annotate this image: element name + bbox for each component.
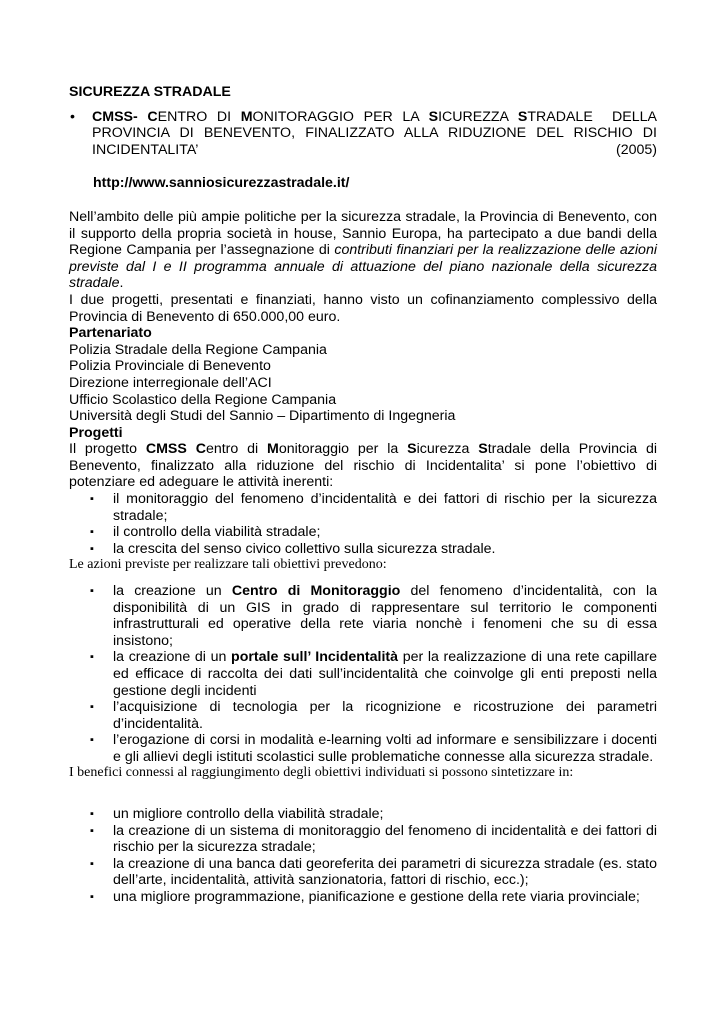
square-bullet-icon: ▪ — [90, 493, 94, 506]
square-bullet-icon: ▪ — [90, 890, 94, 903]
actions-intro: Le azioni previste per realizzare tali obiettivi prevedono: — [69, 557, 387, 573]
bullet-icon: • — [70, 108, 75, 125]
benefits-list — [69, 806, 657, 906]
list-item: ▪ la creazione di un sistema di monitoraggio del fenomeno di incidentalità e dei fattori di rischio per la sicurezza stradale; — [90, 822, 657, 856]
partner-item: Università degli Studi del Sannio – Dipartimento di Ingegneria — [69, 408, 456, 425]
project-heading — [69, 109, 657, 159]
project-year: (2005) — [615, 141, 657, 158]
partner-item: Polizia Stradale della Regione Campania — [69, 341, 327, 358]
square-bullet-icon: ▪ — [90, 734, 94, 747]
projects-heading: Progetti — [69, 424, 123, 441]
list-item: ▪ la creazione un Centro di Monitoraggio del fenomeno d’incidentalità, con la disponibilità di un GIS in grado di rappresentare sul territorio le componenti infrastrutturali ed operative della rete viaria nonchè i fenomeni che su di essa insistono; — [90, 582, 657, 649]
project-title-line3 — [92, 142, 657, 159]
benefits-intro: I benefici connessi al raggiungimento degli obiettivi individuati si possono sintetizzare in: — [69, 765, 574, 781]
square-bullet-icon: ▪ — [90, 857, 94, 870]
document-page — [69, 84, 657, 906]
list-item: ▪ la crescita del senso civico collettivo sulla sicurezza stradale. — [90, 540, 496, 557]
goals-list — [69, 491, 657, 557]
square-bullet-icon: ▪ — [90, 807, 94, 820]
intro-italic-text: contributi finanziari per la realizzazione delle azioni previste dal I e II programma annuale di attuazione del piano nazionale della sicurezza stradale — [69, 242, 657, 292]
actions-list — [69, 583, 657, 766]
partnership-heading: Partenariato — [69, 325, 152, 342]
list-item: ▪ la creazione di un portale sull’ Incidentalità per la realizzazione di una rete capillare ed efficace di raccolta dei dati sull’incidentalità che coinvolge gli enti preposti nella gestione degli incidenti — [90, 649, 657, 699]
project-title-line2: PROVINCIA DI BENEVENTO, FINALIZZATO ALLA RIDUZIONE DEL RISCHIO DI — [92, 125, 657, 142]
partner-item: Polizia Provinciale di Benevento — [69, 358, 271, 375]
list-item: ▪ la creazione di una banca dati georeferita dei parametri di sicurezza stradale (es. stato dell’arte, incidentalità, attività sanzionatoria, fattori di rischio, ecc.); — [90, 855, 657, 889]
list-item: ▪ l’erogazione di corsi in modalità e-learning volti ad informare e sensibilizzare i docenti e gli allievi degli istituti scolastici sulle problematiche connesse alla sicurezza stradale. — [90, 732, 657, 765]
list-item: ▪ una migliore programmazione, pianificazione e gestione della rete viaria provinciale; — [90, 888, 640, 905]
project-title-end: INCIDENTALITA’ — [92, 141, 199, 158]
list-item: ▪ il controllo della viabilità stradale; — [90, 524, 321, 541]
square-bullet-icon: ▪ — [90, 651, 94, 664]
intro-paragraph: Nell’ambito delle più ampie politiche per la sicurezza stradale, la Provincia di Benevento, con il supporto della propria società in house, Sannio Europa, ha partecipato a due bandi della Regione Campania per l’assegnazione di contributi finanziari per la realizzazione delle azioni previste dal I e II programma annuale di attuazione del piano nazionale della sicurezza stradale. — [69, 208, 657, 292]
section-title: SICUREZZA STRADALE — [69, 84, 231, 100]
list-item: ▪ un migliore controllo della viabilità stradale; — [90, 805, 384, 822]
square-bullet-icon: ▪ — [90, 824, 94, 837]
project-url-link[interactable]: http://www.sanniosicurezzastradale.it/ — [93, 175, 350, 192]
list-item: ▪ l’acquisizione di tecnologia per la ricognizione e ricostruzione dei parametri d’incidentalità. — [90, 699, 657, 732]
list-item: ▪ il monitoraggio del fenomeno d’incidentalità e dei fattori di rischio per la sicurezza stradale; — [90, 491, 657, 524]
square-bullet-icon: ▪ — [90, 526, 94, 539]
funding-paragraph: I due progetti, presentati e finanziati, hanno visto un cofinanziamento complessivo della Provincia di Benevento di 650.000,00 euro. — [69, 291, 657, 325]
square-bullet-icon: ▪ — [90, 584, 94, 597]
partner-item: Ufficio Scolastico della Regione Campania — [69, 391, 337, 408]
partner-item: Direzione interregionale dell’ACI — [69, 374, 272, 391]
square-bullet-icon: ▪ — [90, 542, 94, 555]
square-bullet-icon: ▪ — [90, 701, 94, 714]
projects-intro: Il progetto CMSS Centro di Monitoraggio per la Sicurezza Stradale della Provincia di Benevento, finalizzato alla riduzione del rischio di Incidentalita’ si pone l’obiettivo di potenziare ed adeguare le attività inerenti: — [69, 441, 657, 491]
project-title-line1: CMSS- CENTRO DI MONITORAGGIO PER LA SICUREZZA STRADALE DELLA — [92, 108, 657, 125]
